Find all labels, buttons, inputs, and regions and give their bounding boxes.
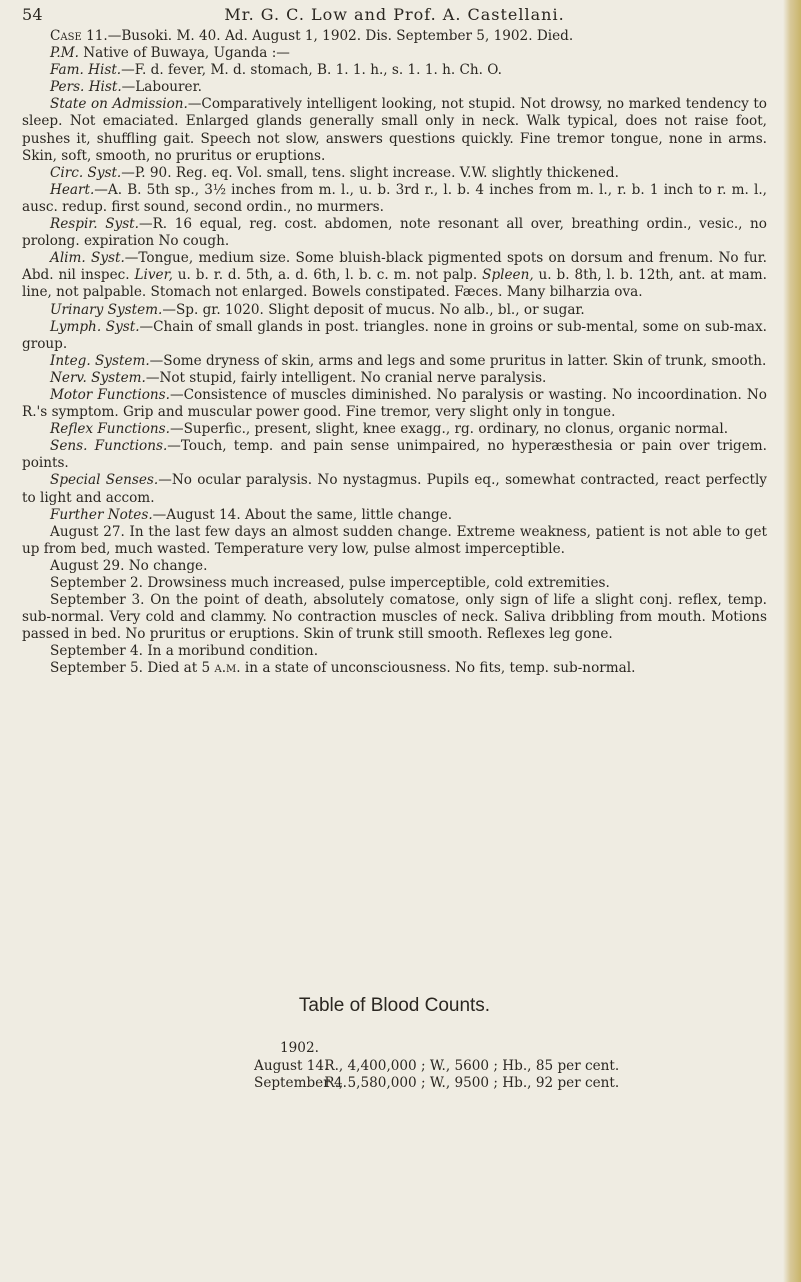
row-date: September 4. (254, 1075, 347, 1091)
section-alimentary: Alim. Syst.—Tongue, medium size. Some bluish-black pigmented spots on dorsum and frenum. No fur. Abd. nil inspec. Liver, u. b. r. d. 5th, a. d. 6th, l. b. c. m. not palp. Spleen, u. b. 8th, l. b. 12th, ant. at mam. line, not palpable. Stomach not enlarged. Bowels constipated. Fæces. Many bilharzia ova. (22, 250, 768, 301)
section-respiratory: Respir. Syst.—R. 16 equal, reg. cost. abdomen, note resonant all over, breathing ordin., vesic., no prolong. expiration No cough. (22, 216, 767, 250)
page-number: 54 (22, 5, 43, 24)
section-reflex: Reflex Functions.—Superfic., present, slight, knee exagg., rg. ordinary, no clonus, organic normal. (50, 421, 729, 438)
note-sep-3: September 3. On the point of death, absolutely comatose, only sign of life a slight conj. reflex, temp. sub-normal. Very cold and clammy. No contraction muscles of neck. Saliva dribbling from mouth. Motions passed in bed. No pruritus or eruptions. Skin of trunk still smooth. Reflexes leg gone. (22, 592, 767, 643)
section-personal-history: Pers. Hist.—Labourer. (50, 79, 202, 96)
note-sep-5: September 5. Died at 5 a.m. in a state of unconsciousness. No fits, temp. sub-normal. (50, 660, 636, 677)
section-motor: Motor Functions.—Consistence of muscles diminished. No paralysis or wasting. No incoordination. No R.'s symptom. Grip and muscular power good. Fine tremor, very slight only in tongue. (22, 386, 767, 421)
section-state-on-admission: State on Admission.—Comparatively intelligent looking, not stupid. Not drowsy, no marked tendency to sleep. Not emaciated. Enlarged glands generally small only in neck. Walk typical, does not raise foot, pushes it, shuffling gait. Speech not slow, answers questions quickly. Fine tremor tongue, none in arms. Skin, soft, smooth, no pruritus or eruptions. (22, 96, 767, 164)
section-lymph: Lymph. Syst.—Chain of small glands in post. triangles. none in groins or sub-mental, some on sub-max. group. (22, 318, 767, 352)
page-edge (783, 0, 801, 1282)
row-date: August 14. (254, 1057, 329, 1074)
row-values: R., 4,400,000 ; W., 5600 ; Hb., 85 per cent. (324, 1057, 620, 1074)
row-values: R., 5,580,000 ; W., 9500 ; Hb., 92 per cent. (324, 1075, 620, 1091)
section-family-history: Fam. Hist.—F. d. fever, M. d. stomach, B. 1. 1. h., s. 1. 1. h. Ch. O. (50, 62, 502, 79)
section-pm: P.M. Native of Buwaya, Uganda :— (50, 45, 290, 62)
section-sensory: Sens. Functions.—Touch, temp. and pain sense unimpaired, no hyperæsthesia or pain over trigem. points. (22, 438, 767, 472)
section-urinary: Urinary System.—Sp. gr. 1020. Slight deposit of mucus. No alb., bl., or sugar. (50, 301, 585, 318)
section-nervous: Nerv. System.—Not stupid, fairly intelligent. No cranial nerve paralysis. (50, 369, 547, 386)
note-sep-2: September 2. Drowsiness much increased, pulse imperceptible, cold extremities. (50, 575, 610, 591)
section-heart: Heart.—A. B. 5th sp., 3½ inches from m. l., u. b. 3rd r., l. b. 4 inches from m. l., r. b. 1 inch to r. m. l., ausc. redup. first sound, second ordin., no murmers. (22, 181, 767, 215)
note-aug-29: August 29. No change. (50, 557, 208, 574)
case-text: —Busoki. M. 40. Ad. August 1, 1902. Dis. September 5, 1902. Died. (107, 28, 574, 44)
case-heading (22, 28, 767, 45)
case-label: Case 11. (50, 28, 108, 44)
note-aug-27: August 27. In the last few days an almost sudden change. Extreme weakness, patient is not able to get up from bed, much wasted. Temperature very low, pulse almost imperceptible. (22, 523, 767, 557)
running-head (22, 4, 767, 26)
section-integument: Integ. System.—Some dryness of skin, arms and legs and some pruritus in latter. Skin of trunk, smooth. (50, 352, 767, 369)
note-sep-4: September 4. In a moribund condition. (50, 643, 319, 660)
blood-table-title: Table of Blood Counts. (298, 995, 491, 1016)
table-row (254, 1075, 619, 1093)
blood-table-year: 1902. (280, 1040, 319, 1056)
book-page (22, 0, 767, 1282)
section-special-senses: Special Senses.—No ocular paralysis. No nystagmus. Pupils eq., somewhat contracted, react perfectly to light and accom. (22, 472, 767, 506)
section-further-notes: Further Notes.—August 14. About the same, little change. (50, 506, 453, 523)
case-report (22, 28, 767, 678)
section-circulatory: Circ. Syst.—P. 90. Reg. eq. Vol. small, tens. slight increase. V.W. slightly thickened. (50, 164, 619, 181)
running-title: Mr. G. C. Low and Prof. A. Castellani. (224, 5, 565, 24)
table-row (254, 1058, 619, 1076)
